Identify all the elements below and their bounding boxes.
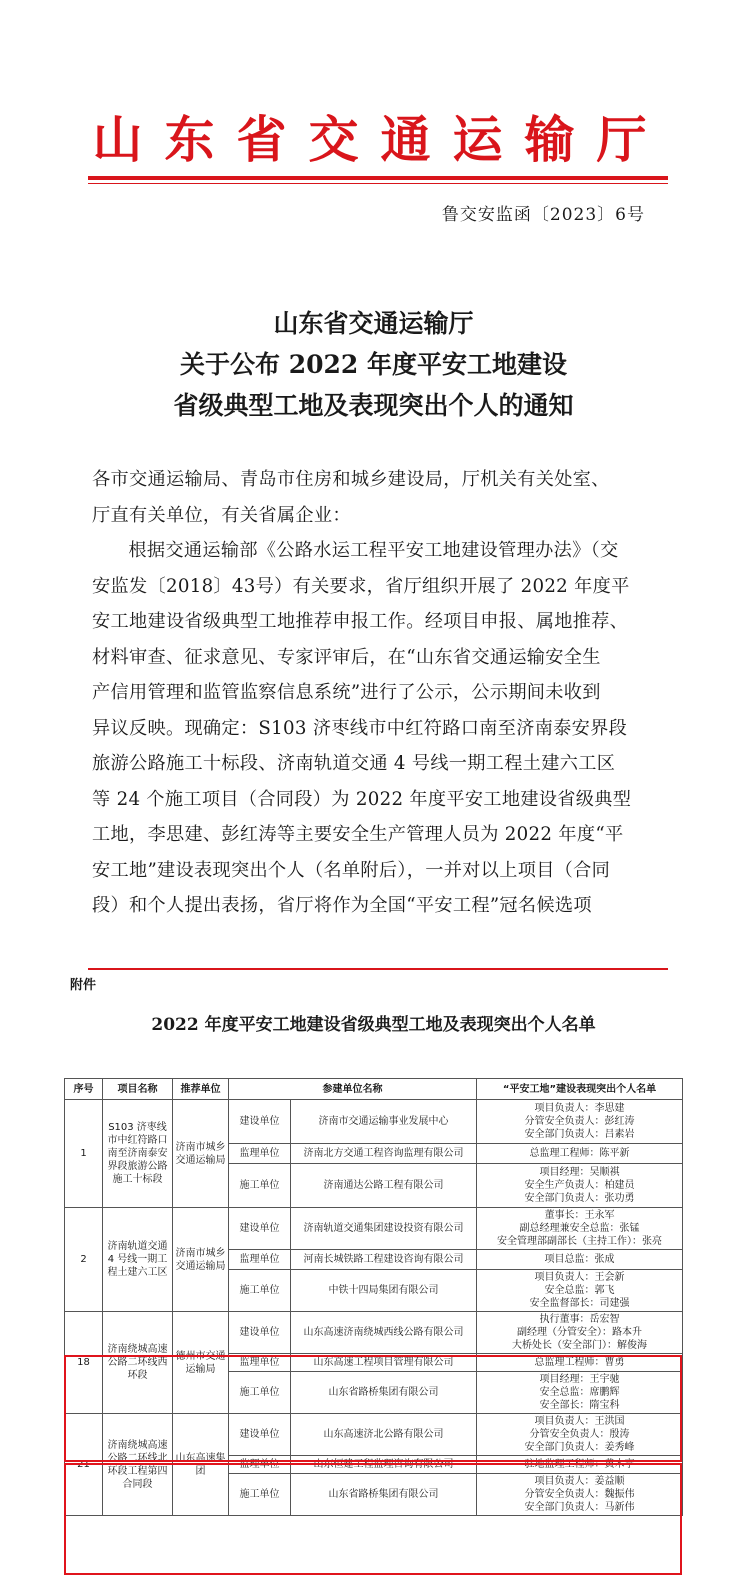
participant-role: 监理单位 (229, 1250, 291, 1270)
participant-role: 施工单位 (229, 1372, 291, 1414)
body-line: 材料审查、征求意见、专家评审后，在“山东省交通运输安全生 (92, 646, 601, 668)
participant-role: 建设单位 (229, 1100, 291, 1144)
col-header-people: “平安工地”建设表现突出个人名单 (477, 1079, 683, 1100)
person-entry: 安全总监：郭飞 (544, 1285, 615, 1296)
person-entry: 总监理工程师：曹勇 (534, 1357, 625, 1368)
participant-unit: 山东高速济南绕城西线公路有限公司 (291, 1312, 477, 1354)
person-entry: 项目负责人：王会新 (534, 1272, 625, 1283)
body-line: 厅直有关单位，有关省属企业： (92, 504, 351, 526)
person-entry: 董事长：王永军 (544, 1210, 615, 1221)
person-entry: 分管安全负责人：彭红涛 (524, 1116, 635, 1127)
table-row (65, 1100, 683, 1144)
person-entry: 项目经理：王宇驰 (539, 1374, 620, 1385)
body-line: 段）和个人提出表扬，省厅将作为全国“平安工程”冠名候选项 (92, 895, 592, 916)
participant-role: 建设单位 (229, 1312, 291, 1354)
person-entry: 安全部长：隋宝科 (539, 1400, 620, 1411)
body-line: 各市交通运输局、青岛市住房和城乡建设局，厅机关有关处室、 (92, 469, 610, 490)
body-line: 工地，李思建、彭红涛等主要安全生产管理人员为 2022 年度“平 (92, 824, 624, 845)
person-entry: 分管安全负责人：魏振伟 (524, 1489, 635, 1500)
body-line: 安工地建设省级典型工地推荐申报工作。经项目申报、属地推荐、 (92, 611, 629, 632)
col-header-project: 项目名称 (103, 1079, 173, 1100)
participant-unit: 济南北方交通工程咨询监理有限公司 (291, 1144, 477, 1164)
person-entry: 总监理工程师：陈平新 (529, 1148, 630, 1159)
table-row (65, 1208, 683, 1250)
participant-role: 施工单位 (229, 1164, 291, 1208)
body-line: 异议反映。现确定：S103 济枣线市中红符路口南至济南泰安界段 (92, 717, 628, 739)
masthead-rule-thick (88, 176, 668, 180)
outstanding-individuals (477, 1270, 683, 1312)
title-line: 关于公布 2022 年度平安工地建设 (180, 350, 567, 379)
row-number: 21 (65, 1414, 103, 1516)
participant-role: 建设单位 (229, 1414, 291, 1456)
outstanding-individuals (477, 1456, 683, 1474)
agency-masthead: 山东省交通运输厅 (92, 110, 669, 169)
participant-unit: 山东省路桥集团有限公司 (291, 1474, 477, 1516)
table-header-row (65, 1079, 683, 1100)
person-entry: 项目负责人：王洪国 (534, 1416, 625, 1427)
outstanding-individuals (477, 1164, 683, 1208)
participant-unit: 河南长城铁路工程建设咨询有限公司 (291, 1250, 477, 1270)
person-entry: 安全部门负责人：马新伟 (524, 1502, 635, 1513)
recommending-unit: 德州市交通运输局 (173, 1312, 229, 1414)
person-entry: 大桥处长（安全部门）：解俊海 (512, 1340, 647, 1351)
body-line: 产信用管理和监管监察信息系统”进行了公示，公示期间未收到 (92, 682, 601, 703)
body-line: 安工地”建设表现突出个人（名单附后），一并对以上项目（合同 (92, 859, 611, 881)
person-entry: 项目经理：吴顺祺 (539, 1167, 620, 1178)
participant-role: 监理单位 (229, 1456, 291, 1474)
participant-unit: 山东高速工程项目管理有限公司 (291, 1354, 477, 1372)
outstanding-individuals (477, 1414, 683, 1456)
person-entry: 项目总监：张成 (544, 1254, 615, 1265)
participant-unit: 山东恒建工程监理咨询有限公司 (291, 1456, 477, 1474)
recommending-unit: 济南市城乡交通运输局 (173, 1100, 229, 1208)
person-entry: 安全生产负责人：柏建员 (524, 1180, 635, 1191)
roster-body (65, 1100, 683, 1516)
row-number: 1 (65, 1100, 103, 1208)
person-entry: 项目负责人：姜益顺 (534, 1476, 625, 1487)
person-entry: 副总经理兼安全总监：张锰 (519, 1223, 640, 1234)
col-header-units: 参建单位名称 (229, 1079, 477, 1100)
body-line: 安监发〔2018〕43号）有关要求，省厅组织开展了 2022 年度平 (92, 575, 630, 597)
person-entry: 安全部门负责人：吕素岩 (524, 1129, 635, 1140)
outstanding-individuals (477, 1372, 683, 1414)
outstanding-individuals (477, 1100, 683, 1144)
participant-unit: 中铁十四局集团有限公司 (291, 1270, 477, 1312)
participant-role: 监理单位 (229, 1144, 291, 1164)
person-entry: 副经理（分管安全）：路本升 (517, 1327, 642, 1338)
participant-unit: 山东高速济北公路有限公司 (291, 1414, 477, 1456)
masthead-rule-thin (88, 183, 668, 184)
recommending-unit: 山东高速集团 (173, 1414, 229, 1516)
roster-table (64, 1078, 683, 1516)
project-name: 济南绕城高速公路二环线北环段工程第四合同段 (103, 1414, 173, 1516)
person-entry: 安全总监：席鹏辉 (539, 1387, 620, 1398)
person-entry: 项目负责人：李思建 (534, 1103, 625, 1114)
project-name: S103 济枣线市中红符路口南至济南泰安界段旅游公路施工十标段 (103, 1100, 173, 1208)
outstanding-individuals (477, 1354, 683, 1372)
outstanding-individuals (477, 1208, 683, 1250)
document-number: 鲁交安监函〔2023〕6号 (441, 205, 645, 225)
participant-role: 施工单位 (229, 1270, 291, 1312)
attachment-title: 2022 年度平安工地建设省级典型工地及表现突出个人名单 (151, 1015, 596, 1035)
section-divider (88, 968, 668, 970)
person-entry: 安全监督部长：司建强 (529, 1298, 630, 1309)
recommending-unit: 济南市城乡交通运输局 (173, 1208, 229, 1312)
col-header-no: 序号 (65, 1079, 103, 1100)
participant-unit: 济南市交通运输事业发展中心 (291, 1100, 477, 1144)
outstanding-individuals (477, 1474, 683, 1516)
title-line: 山东省交通运输厅 (273, 309, 474, 338)
person-entry: 驻地监理工程师：黄木亭 (524, 1459, 635, 1470)
title-line: 省级典型工地及表现突出个人的通知 (173, 391, 574, 420)
outstanding-individuals (477, 1312, 683, 1354)
participant-unit: 济南轨道交通集团建设投资有限公司 (291, 1208, 477, 1250)
table-row (65, 1414, 683, 1456)
row-number: 18 (65, 1312, 103, 1414)
body-line: 根据交通运输部《公路水运工程平安工地建设管理办法》（交 (128, 540, 619, 561)
participant-unit: 济南通达公路工程有限公司 (291, 1164, 477, 1208)
body-line: 旅游公路施工十标段、济南轨道交通 4 号线一期工程土建六工区 (92, 753, 616, 774)
col-header-recommender: 推荐单位 (173, 1079, 229, 1100)
outstanding-individuals (477, 1250, 683, 1270)
project-name: 济南轨道交通 4 号线一期工程土建六工区 (103, 1208, 173, 1312)
person-entry: 执行董事：岳宏智 (539, 1314, 620, 1325)
person-entry: 安全部门负责人：姜秀峰 (524, 1442, 635, 1453)
body-line: 等 24 个施工项目（合同段）为 2022 年度平安工地建设省级典型 (92, 788, 632, 810)
participant-role: 施工单位 (229, 1474, 291, 1516)
participant-unit: 山东省路桥集团有限公司 (291, 1372, 477, 1414)
notice-title (0, 303, 747, 426)
table-row (65, 1312, 683, 1354)
person-entry: 安全管理部副部长（主持工作）：张亮 (497, 1236, 662, 1247)
notice-body (92, 462, 664, 924)
attachment-label: 附件 (70, 978, 97, 993)
participant-role: 建设单位 (229, 1208, 291, 1250)
person-entry: 分管安全负责人：殷涛 (529, 1429, 630, 1440)
project-name: 济南绕城高速公路二环线西环段 (103, 1312, 173, 1414)
outstanding-individuals (477, 1144, 683, 1164)
participant-role: 监理单位 (229, 1354, 291, 1372)
person-entry: 安全部门负责人：张功勇 (524, 1193, 635, 1204)
row-number: 2 (65, 1208, 103, 1312)
